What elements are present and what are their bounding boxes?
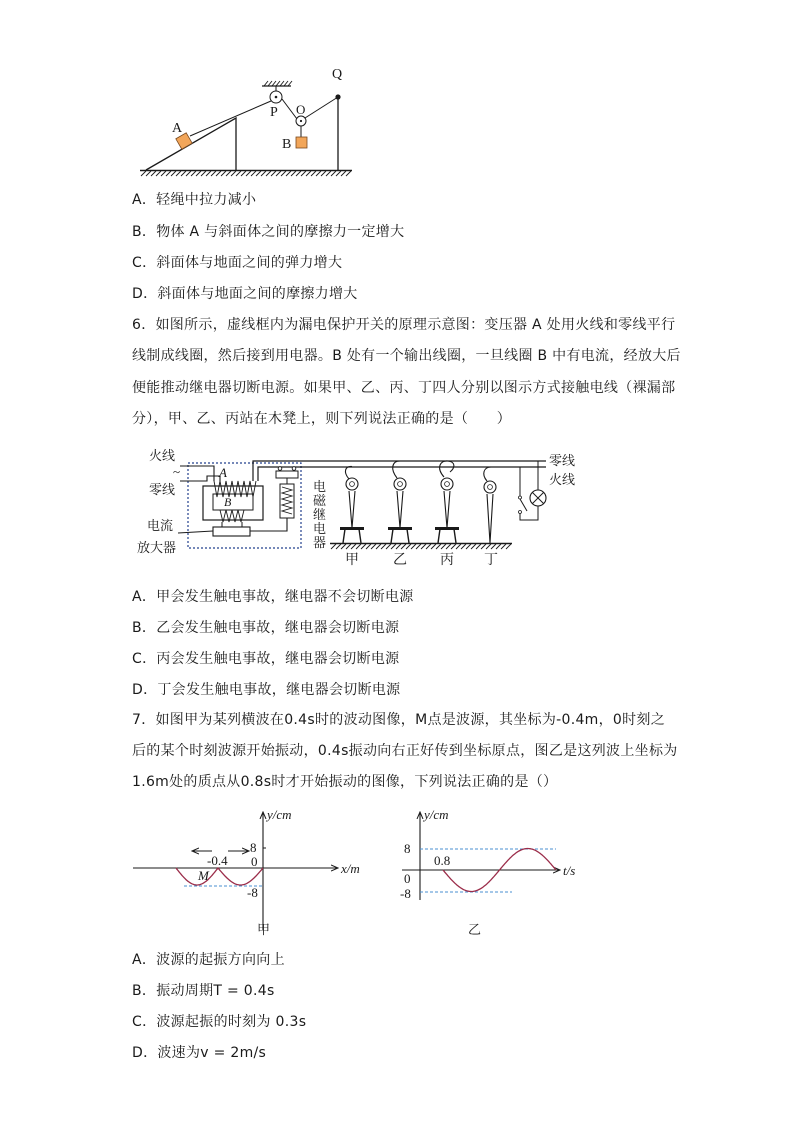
y-tick-pos: 8	[250, 840, 257, 855]
hatch-line	[176, 171, 181, 176]
hatch-line	[501, 544, 506, 549]
hatch-line	[206, 171, 211, 176]
hatch-line	[486, 544, 491, 549]
hatch-line	[186, 171, 191, 176]
graph-caption: 甲	[257, 923, 271, 938]
q7-option-c: C．波源起振的时刻为 0.3s	[132, 1014, 307, 1030]
q5-option-c: C．斜面体与地面之间的弹力增大	[132, 255, 343, 271]
hatch-line	[341, 171, 346, 176]
hatch-line	[371, 544, 376, 549]
hatch-line	[191, 171, 196, 176]
hatch-line	[181, 171, 186, 176]
point-q	[335, 94, 340, 99]
y-tick-neg: -8	[400, 886, 411, 901]
hatch-line	[336, 544, 341, 549]
hatch-line	[151, 171, 156, 176]
relay-label-char: 电	[313, 480, 327, 495]
person-body	[487, 494, 493, 543]
hatch-line	[196, 171, 201, 176]
coil-a	[214, 481, 256, 497]
q5-option-b: B．物体 A 与斜面体之间的摩擦力一定增大	[132, 224, 405, 240]
hatch-line	[284, 81, 288, 86]
person-body	[444, 491, 450, 528]
rope-o-to-q	[305, 97, 338, 118]
q6-option-b: B．乙会发生触电事故，继电器会切断电源	[132, 620, 400, 636]
pulley-p-axle	[275, 96, 278, 99]
wave-graph-jia	[125, 805, 370, 940]
q5-option-d: D．斜面体与地面之间的摩擦力增大	[132, 286, 358, 302]
person-head	[346, 478, 358, 490]
hatch-line	[286, 171, 291, 176]
hatch-line	[481, 544, 486, 549]
hatch-line	[231, 171, 236, 176]
person-head	[484, 481, 496, 493]
hatch-line	[436, 544, 441, 549]
hatch-line	[506, 544, 511, 549]
q6-option-c: C．丙会发生触电事故，继电器会切断电源	[132, 651, 400, 667]
hatch-line	[361, 544, 366, 549]
relay-contact-bar	[276, 471, 298, 478]
hot-wire-label-right: 火线	[549, 473, 576, 488]
hatch-line	[431, 544, 436, 549]
amplifier-pointer	[178, 531, 213, 533]
pulley-o-axle	[300, 120, 302, 122]
origin-label: 0	[251, 854, 258, 869]
hatch-line	[291, 171, 296, 176]
coil-a-label: A	[219, 465, 227, 480]
q7-stem-line: 后的某个时刻波源开始振动，0.4s振动向右正好传到坐标原点，图乙是这列波上坐标为	[132, 743, 678, 759]
hatch-line	[406, 544, 411, 549]
relay-label-char: 磁	[313, 494, 327, 509]
block-b-label: B	[282, 137, 292, 152]
hatch-line	[446, 544, 451, 549]
person-jia	[340, 466, 364, 543]
graph-caption: 乙	[468, 923, 482, 938]
q6-stem-line: 便能推动继电器切断电源。如果甲、乙、丙、丁四人分别以图示方式接触电线（裸漏部	[132, 380, 676, 396]
y-axis-label: y/cm	[424, 807, 449, 822]
person-body	[349, 491, 355, 528]
neutral-wire-label-left: 零线	[149, 483, 176, 498]
hatch-line	[316, 171, 321, 176]
stool-leg	[391, 529, 393, 543]
relay-label-char: 电	[313, 522, 327, 537]
hot-wire-label-left: 火线	[149, 449, 176, 464]
person-yi	[388, 461, 412, 543]
q6-stem-line: 线制成线圈，然后接到用电器。B 处有一个输出线圈，一旦线圈 B 中有电流，经放大后	[132, 348, 681, 364]
hatch-line	[301, 171, 306, 176]
q5-option-a: A．轻绳中拉力减小	[132, 192, 257, 208]
switch-contact	[519, 511, 522, 514]
hot-wire-in	[180, 466, 214, 481]
hatch-line	[221, 171, 226, 176]
hatch-line	[476, 544, 481, 549]
hatch-line	[341, 544, 346, 549]
person-arm	[345, 466, 352, 479]
person-arm	[484, 467, 491, 481]
hatch-line	[416, 544, 421, 549]
person-arm	[440, 461, 454, 477]
relay-label-char: 器	[313, 536, 327, 551]
t-tick-label: 0.8	[434, 853, 451, 868]
person-arm	[393, 461, 400, 478]
hatch-line	[264, 81, 268, 86]
person-label-bing: 丙	[440, 552, 454, 568]
switch-to-lamp-wire	[520, 506, 538, 520]
q7-stem-line: 1.6m处的质点从0.8s时才开始振动的图像，下列说法正确的是（）	[132, 774, 558, 790]
relay-contact	[278, 467, 282, 471]
stool-leg	[438, 529, 440, 543]
hatch-line	[261, 171, 266, 176]
q7-option-d: D．波速为v = 2m/s	[132, 1045, 267, 1061]
hatch-line	[156, 171, 161, 176]
person-bing	[435, 461, 459, 543]
hatch-line	[216, 171, 221, 176]
hatch-line	[171, 171, 176, 176]
hatch-line	[276, 81, 280, 86]
ac-symbol: ~	[173, 464, 181, 479]
hatch-line	[381, 544, 386, 549]
hatch-line	[346, 544, 351, 549]
block-a-label: A	[172, 121, 183, 136]
origin-label: 0	[404, 871, 411, 886]
pulley-o-label: O	[296, 102, 306, 117]
amplifier-label-line1: 电流	[147, 519, 174, 534]
hatch-line	[266, 171, 271, 176]
person-head	[394, 478, 406, 490]
wave-graph-yi	[390, 805, 590, 940]
hatch-line	[271, 171, 276, 176]
hatch-line	[386, 544, 391, 549]
hatch-line	[141, 171, 146, 176]
hatch-line	[246, 171, 251, 176]
y-tick-pos: 8	[404, 841, 411, 856]
hatch-line	[251, 171, 256, 176]
hatch-line	[276, 171, 281, 176]
person-label-jia: 甲	[345, 552, 359, 568]
hatch-line	[306, 171, 311, 176]
q6-option-d: D．丁会发生触电事故，继电器会切断电源	[132, 682, 401, 698]
hatch-line	[391, 544, 396, 549]
hatch-line	[396, 544, 401, 549]
amplifier-label-line2: 放大器	[137, 541, 177, 556]
switch-blade	[520, 499, 527, 511]
hatch-line	[281, 171, 286, 176]
coil-b-label: B	[224, 495, 232, 509]
q7-stem-line: 7．如图甲为某列横波在0.4s时的波动图像，M点是波源，其坐标为-0.4m，0时刻之	[132, 712, 666, 728]
hatch-line	[426, 544, 431, 549]
x-axis-label: x/m	[341, 861, 360, 876]
wave-curve	[176, 868, 263, 885]
block-b	[296, 137, 307, 148]
hatch-line	[366, 544, 371, 549]
hatch-line	[146, 171, 151, 176]
hatch-line	[288, 81, 292, 86]
hatch-line	[471, 544, 476, 549]
hatch-line	[496, 544, 501, 549]
t-axis-label: t/s	[563, 863, 576, 878]
hatch-line	[466, 544, 471, 549]
leakage-protector-circuit	[130, 444, 590, 576]
hatch-line	[351, 544, 356, 549]
hatch-line	[491, 544, 496, 549]
hatch-line	[161, 171, 166, 176]
ground-hatch	[141, 171, 351, 176]
hatch-line	[356, 544, 361, 549]
hatch-line	[311, 171, 316, 176]
person-head	[441, 478, 453, 490]
q6-option-a: A．甲会发生触电事故，继电器不会切断电源	[132, 589, 414, 605]
switch-contact	[519, 496, 522, 499]
stool-leg	[454, 529, 456, 543]
hatch-line	[401, 544, 406, 549]
ceiling-hatch	[264, 81, 292, 86]
hatch-line	[376, 544, 381, 549]
source-label: M	[198, 868, 209, 883]
hatch-line	[296, 171, 301, 176]
hatch-line	[236, 171, 241, 176]
stool-leg	[407, 529, 409, 543]
hatch-line	[241, 171, 246, 176]
hatch-line	[268, 81, 272, 86]
y-tick-neg: -8	[247, 885, 258, 900]
hatch-line	[451, 544, 456, 549]
rope-a-to-p	[190, 101, 271, 136]
hatch-line	[280, 81, 284, 86]
y-axis-label: y/cm	[267, 807, 292, 822]
hatch-line	[336, 171, 341, 176]
hatch-line	[461, 544, 466, 549]
pulley-p-label: P	[270, 105, 278, 120]
q6-stem-line: 分），甲、乙、丙站在木凳上，则下列说法正确的是（ ）	[132, 411, 512, 427]
q6-stem-line: 6．如图所示，虚线框内为漏电保护开关的原理示意图：变压器 A 处用火线和零线平行	[132, 317, 676, 333]
x-tick-source: -0.4	[207, 853, 228, 868]
hatch-line	[211, 171, 216, 176]
hatch-line	[326, 171, 331, 176]
person-body	[397, 491, 403, 528]
relay-coil	[282, 487, 292, 514]
hatch-line	[321, 171, 326, 176]
current-amplifier	[213, 527, 250, 536]
hatch-line	[166, 171, 171, 176]
floor-hatch	[331, 544, 511, 549]
stool-leg	[343, 529, 345, 543]
q7-option-a: A．波源的起振方向向上	[132, 952, 285, 968]
hatch-line	[346, 171, 351, 176]
point-q-label: Q	[332, 67, 343, 82]
rope-p-to-o	[282, 99, 297, 119]
neutral-wire-label-right: 零线	[549, 454, 576, 469]
pulley-incline-figure	[130, 62, 360, 182]
hatch-line	[201, 171, 206, 176]
stool-leg	[359, 529, 361, 543]
hatch-line	[256, 171, 261, 176]
hatch-line	[272, 81, 276, 86]
hatch-line	[226, 171, 231, 176]
hatch-line	[421, 544, 426, 549]
hatch-line	[331, 544, 336, 549]
relay-label-char: 继	[313, 508, 327, 523]
relay-contact	[292, 467, 296, 471]
person-label-yi: 乙	[393, 552, 407, 568]
hatch-line	[441, 544, 446, 549]
hatch-line	[411, 544, 416, 549]
person-label-ding: 丁	[484, 552, 498, 568]
person-ding	[484, 467, 496, 543]
q7-option-b: B．振动周期T = 0.4s	[132, 983, 275, 999]
hatch-line	[456, 544, 461, 549]
hatch-line	[331, 171, 336, 176]
